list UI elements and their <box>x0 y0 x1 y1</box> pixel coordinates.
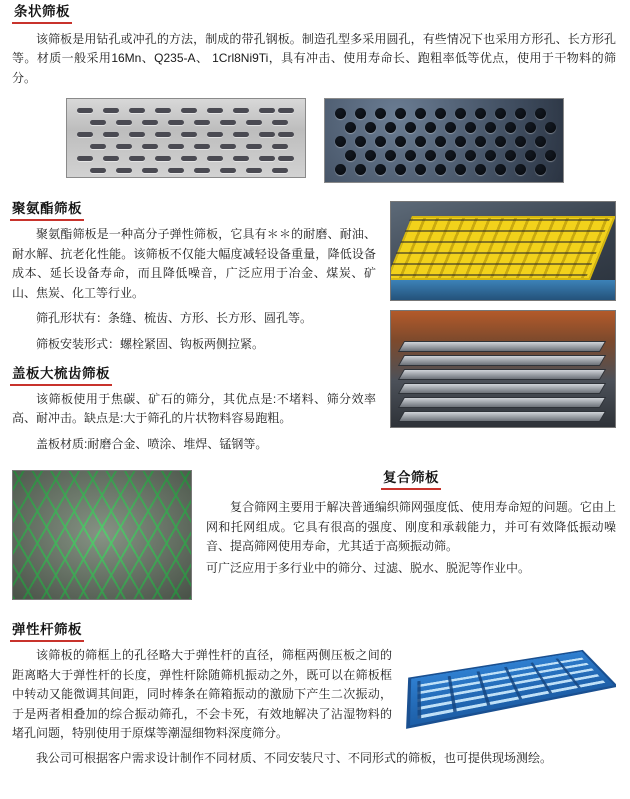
polyurethane-deck-grid <box>390 216 611 276</box>
comb-tooth-screen-photo <box>390 310 616 428</box>
paragraph-slot-screen-plate-1: 该筛板是用钻孔或冲孔的方法，制成的带孔钢板。制造孔型多采用圆孔，有些情况下也采用方形孔、长方形孔等。材质一般采用16Mn、Q235-A、 1Crl8Ni9Ti，具有冲击、使用寿命长、跑粗率低等优点，使用于干物料的筛分。 <box>12 32 616 85</box>
section-elastic-rod-screen-plate <box>0 618 630 745</box>
section-heading-slot-screen-plate: 条状筛板 <box>12 0 72 24</box>
round-hole-pattern <box>333 106 555 175</box>
footer-note-wrap <box>0 749 630 768</box>
paragraph-elastic-rod-1: 该筛板的筛框上的孔径略大于弹性杆的直径，筛框两侧压板之间的距离略大于弹性杆的长度，弹性杆除随筛机振动之外，既可以在筛板框中转动又能微调其间距，同时棒条在筛箱振动的激励下产生二次振动，于是两者相叠加的综合振动筛孔，不会卡死，有效地解决了沾湿物料的堵孔问题，特别使用于原煤等潮湿细物料深度筛分。 <box>12 648 392 740</box>
paragraph-comb-tooth-1: 该筛板使用于焦碳、矿石的筛分，其优点是:不堵料、筛分效率高、耐冲击。缺点是:大于筛孔的片状物料容易跑粗。 <box>12 391 376 426</box>
section-heading-comb-tooth: 盖板大梳齿筛板 <box>10 362 112 386</box>
paragraph-composite-1: 复合筛网主要用于解决普通编织筛网强度低、使用寿命短的问题。它由上网和托网组成。它具有很高的强度、刚度和承载能力，并可有效降低振动噪音、提高筛网使用寿命，尤其适于高频振动筛。 <box>206 500 616 554</box>
section-composite-screen-plate <box>0 466 630 606</box>
paragraph-composite-2: 可广泛应用于多行业中的筛分、过滤、脱水、脱泥等作业中。 <box>206 560 531 575</box>
slot-hole-pattern <box>73 104 299 172</box>
polyurethane-screen-deck-photo <box>390 201 616 301</box>
slot-screen-plate-photo <box>66 98 306 178</box>
composite-text-column <box>206 466 630 578</box>
section-heading-polyurethane: 聚氨酯筛板 <box>10 197 84 221</box>
image-row-screen-plates <box>0 98 630 183</box>
perforated-round-hole-plate-photo <box>324 98 564 183</box>
section-slot-screen-plate <box>0 0 630 88</box>
elastic-rod-ribs <box>417 655 605 719</box>
polyurethane-frame <box>391 280 615 300</box>
composite-heading-wrap <box>206 466 616 494</box>
paragraph-polyurethane-2: 筛孔形状有：条缝、梳齿、方形、长方形、圆孔等。 <box>36 311 313 326</box>
paragraph-comb-tooth-2: 盖板材质:耐磨合金、喷涂、堆焊、锰钢等。 <box>36 436 268 451</box>
section-comb-tooth-cover-plate <box>0 362 630 456</box>
elastic-rod-screen-panel-photo <box>406 628 616 732</box>
footer-note: 我公司可根据客户需求设计制作不同材质、不同安装尺寸、不同形式的筛板，也可提供现场测绘。 <box>36 751 553 766</box>
elastic-rod-panel <box>406 650 616 729</box>
paragraph-polyurethane-3: 筛板安装形式：螺栓紧固、钩板两侧拉紧。 <box>36 336 265 351</box>
section-heading-composite: 复合筛板 <box>381 466 441 490</box>
paragraph-polyurethane-1: 聚氨酯筛板是一种高分子弹性筛板，它具有＊＊的耐磨、耐油、耐水解、抗老化性能。该筛板不仅能大幅度减轻设备重量，降低设备成本、延长设备寿命，而且降低噪音，广泛应用于冶金、煤炭、矿山、焦炭、化工等行业。 <box>12 227 376 300</box>
composite-mesh-shading <box>13 471 191 599</box>
composite-mesh-photo <box>12 470 192 600</box>
section-heading-elastic-rod: 弹性杆筛板 <box>10 618 84 642</box>
